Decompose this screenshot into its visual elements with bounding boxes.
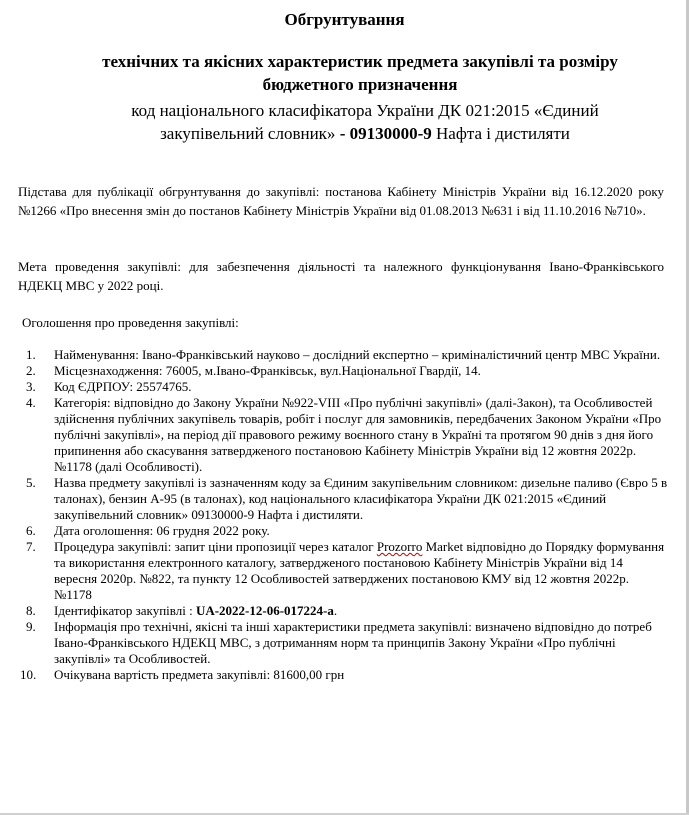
item-number: 1. [26, 347, 36, 362]
item-text: Категорія: відповідно до Закону України №922-VIII «Про публічні закупівлі» (далі-Закон), та Особливостей здійснення публічних закупівель товарів, робіт і послуг для замовників, передбачених Законом України «Про публічні закупівлі», на період дії правового режиму воєнного стану в Україні та протягом 90 днів з дня його припинення або скасування затвердженого постановою Кабінету Міністрів України від 12 жовтня 2022р. №1178 (далі Особливості). [54, 395, 662, 474]
item-text-a: Процедура закупівлі: запит ціни пропозиції через каталог [54, 539, 377, 554]
item-text-c: Market відповідно до Порядку формування та використання електронного каталогу, затвердженого постановою Кабінету Міністрів України від 14 вересня 2020р. №822, та пункту 12 Особливостей затверджених постановою КМУ від 12 жовтня 2022р. №1178 [54, 539, 665, 602]
item-text: Найменування: Івано-Франківський науково – дослідний експертно – криміналістичний центр МВС України. [54, 347, 661, 362]
item-number: 6. [26, 523, 36, 538]
list-item [18, 395, 668, 475]
announcement-heading: Оголошення про проведення закупівлі: [22, 315, 239, 330]
list-item [18, 379, 668, 395]
item-number: 10. [20, 667, 37, 682]
item-text: Дата оголошення: 06 грудня 2022 року. [54, 523, 270, 538]
item-text: Код ЄДРПОУ: 25574765. [54, 379, 192, 394]
announcement-list [18, 347, 668, 683]
item-number: 4. [26, 395, 36, 410]
list-item [18, 667, 668, 683]
item-text: Інформація про технічні, якісні та інші характеристики предмета закупівлі: визначено відповідно до потреб Івано-Франківського НДЕКЦ МВС, з дотриманням норм та принципів Закону України «Про публічні закупівлі» та Особливостей. [54, 619, 652, 666]
classifier-code [50, 99, 680, 145]
code-line-1: код національного класифікатора України ДК 021:2015 «Єдиний [131, 101, 599, 120]
item-text: Очікувана вартість предмета закупівлі: 81600,00 грн [54, 667, 345, 682]
item-number: 7. [26, 539, 36, 554]
item-text-c: . [333, 603, 338, 618]
item-text: Місцезнаходження: 76005, м.Івано-Франківськ, вул.Національної Гвардії, 14. [54, 363, 481, 378]
procurement-id: UA-2022-12-06-017224-a [195, 603, 334, 618]
code-line-2a: закупівельний словник» [160, 124, 336, 143]
item-text-a: Ідентифікатор закупівлі : [54, 603, 196, 618]
item-number: 3. [26, 379, 36, 394]
list-item [18, 619, 668, 667]
purpose-paragraph: Мета проведення закупівлі: для забезпечення діяльності та належного функціонування Івано-Франківського НДЕКЦ МВС у 2022 році. [18, 259, 664, 293]
list-item [18, 363, 668, 379]
document-subtitle [40, 50, 680, 96]
item-number: 2. [26, 363, 36, 378]
item-text: Назва предмету закупівлі із зазначенням коду за Єдиним закупівельним словником: дизельне паливо (Євро 5 в талонах), бензин А-95 (в талонах), код національного класифікатора України ДК 021:2015 «Єдиний закупівельний словник» 09130000-9 Нафта і дистиляти. [54, 475, 668, 522]
subtitle-line-2: бюджетного призначення [262, 75, 458, 94]
item-number: 5. [26, 475, 36, 490]
document-title: Обгрунтування [284, 10, 405, 29]
code-number: - 09130000-9 [335, 124, 437, 143]
list-item [18, 539, 668, 603]
list-item [18, 475, 668, 523]
basis-paragraph: Підстава для публікації обгрунтування до закупівлі: постанова Кабінету Міністрів України від 16.12.2020 року №1266 «Про внесення змін до постанов Кабінету Міністрів України від 01.08.2013 №631 і від 11.10.2016 №710». [18, 184, 664, 218]
item-number: 9. [26, 619, 36, 634]
prozorro-link-text: Prozorro [376, 539, 423, 554]
item-number: 8. [26, 603, 36, 618]
list-item [18, 347, 668, 363]
code-line-2c: Нафта і дистиляти [436, 124, 570, 143]
list-item [18, 603, 668, 619]
subtitle-line-1: технічних та якісних характеристик предмета закупівлі та розміру [102, 52, 618, 71]
list-item [18, 523, 668, 539]
